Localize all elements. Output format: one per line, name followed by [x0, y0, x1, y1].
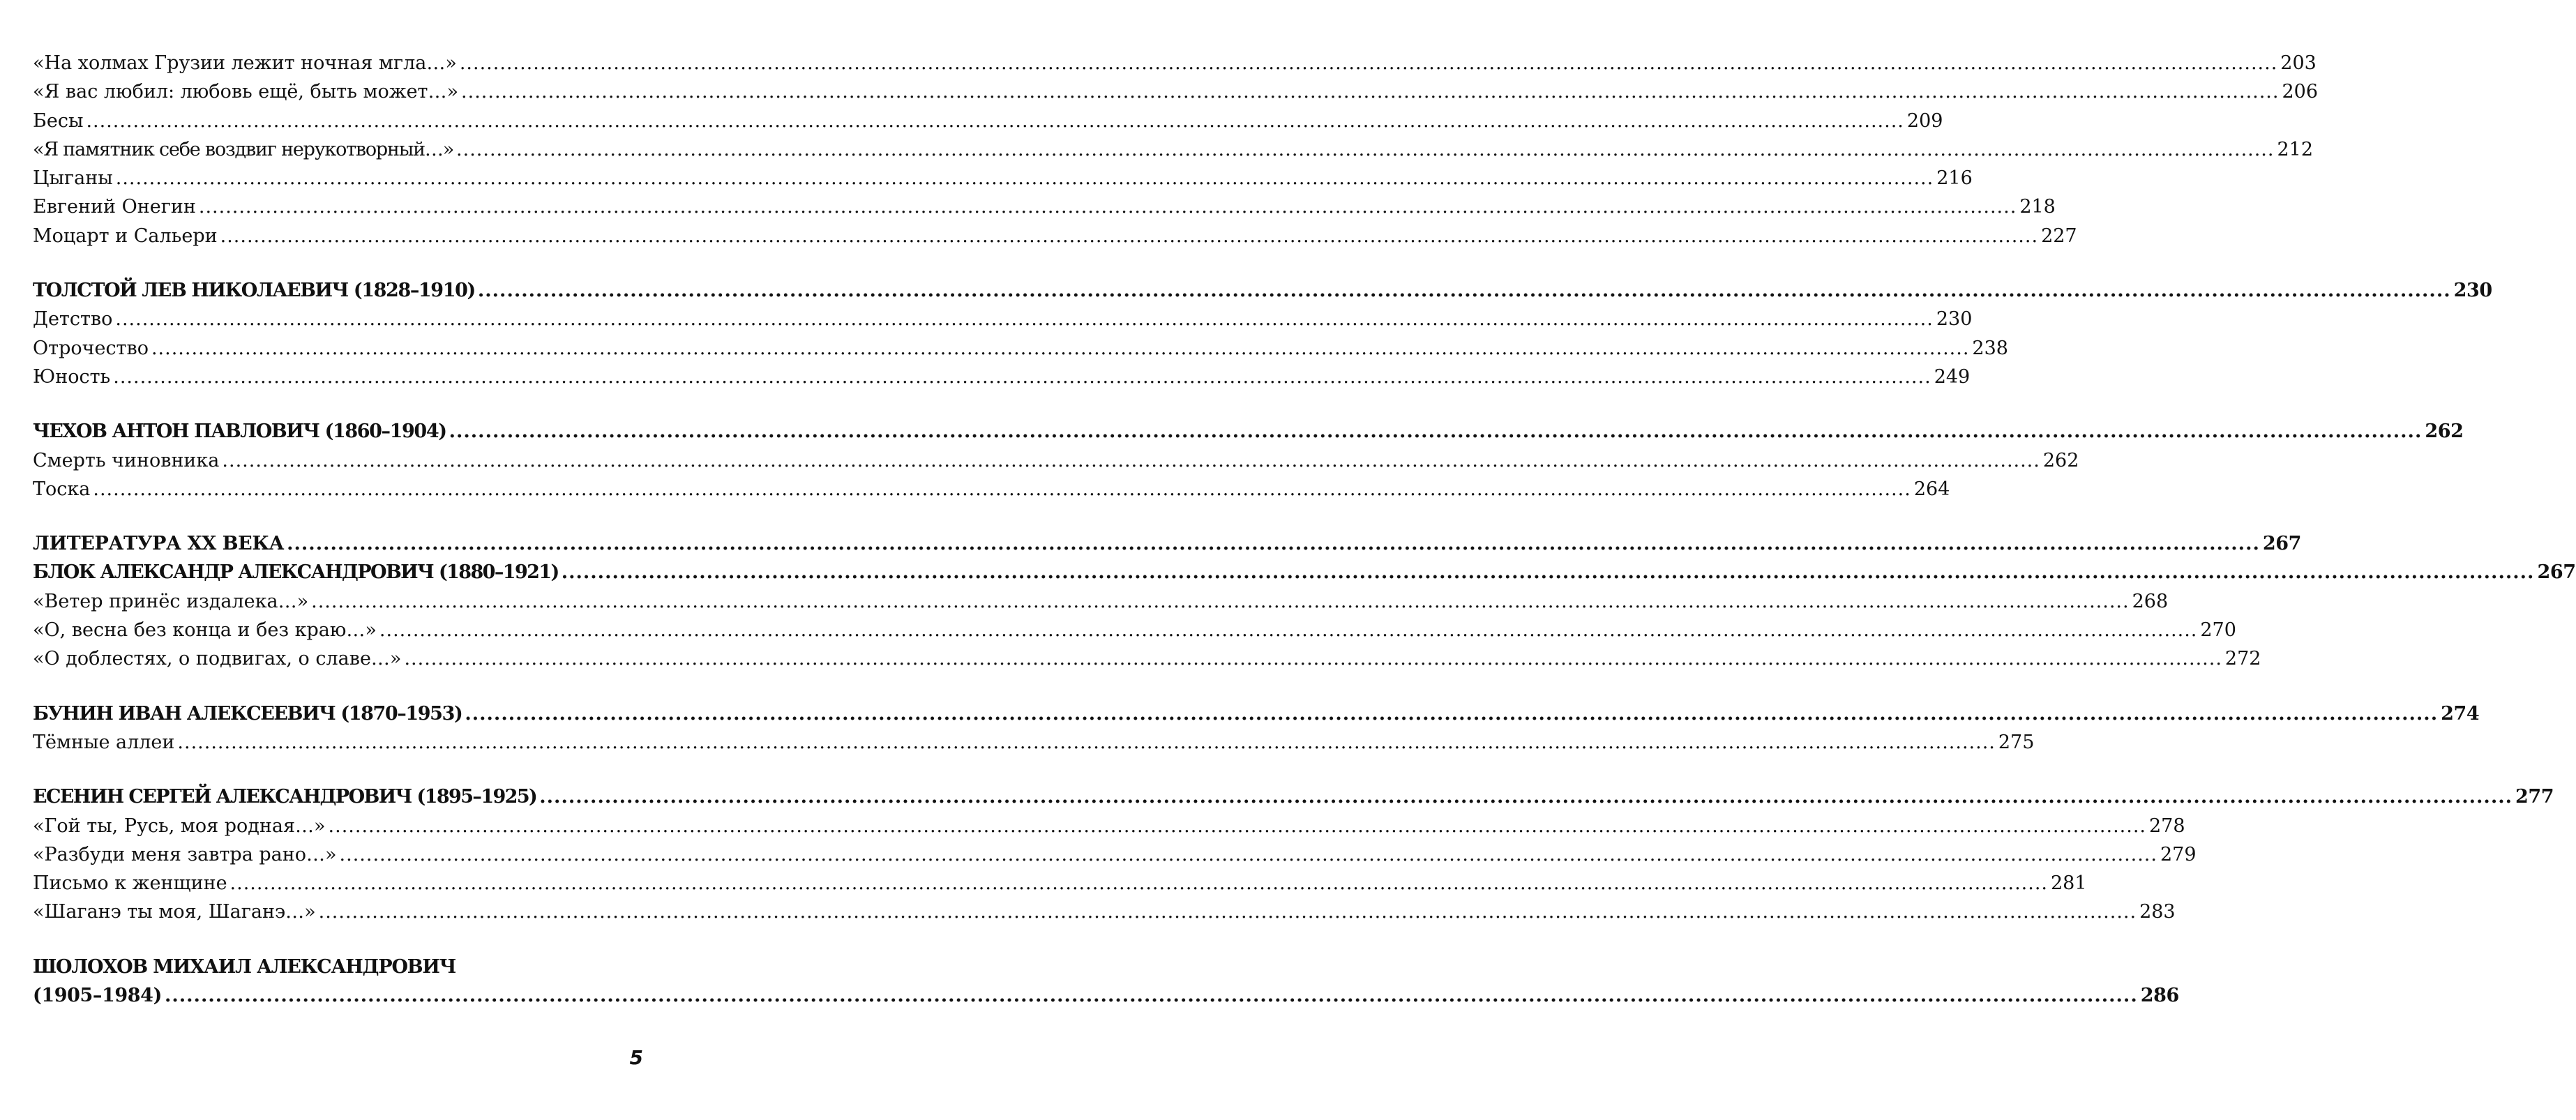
toc-entry-page: 227: [2041, 225, 2077, 247]
dot-leader: [222, 446, 2040, 475]
toc-entry[interactable]: [33, 164, 1973, 192]
dot-leader: [287, 529, 2260, 558]
toc-entry[interactable]: [33, 616, 2236, 644]
toc-entry-page: 262: [2042, 449, 2079, 471]
toc-entry[interactable]: [33, 812, 2185, 840]
author-page: 277: [2515, 786, 2554, 808]
author-page: 267: [2537, 561, 2576, 584]
dot-leader: [562, 558, 2535, 587]
toc-entry-title: Тоска: [33, 478, 91, 500]
dot-leader: [340, 840, 2157, 869]
toc-entry-title: «Я вас любил: любовь ещё, быть может…»: [33, 81, 459, 103]
section-title: ЛИТЕРАТУРА XX ВЕКА: [33, 533, 285, 555]
author-title: ЧЕХОВ АНТОН ПАВЛОВИЧ (1860–1904): [33, 421, 446, 443]
toc-entry-title: «На холмах Грузии лежит ночная мгла…»: [33, 52, 457, 74]
toc-entry[interactable]: [33, 363, 1971, 391]
toc-entry-page: 230: [1936, 308, 1973, 331]
toc-entry[interactable]: [33, 475, 1950, 504]
toc-entry[interactable]: [33, 305, 1973, 333]
toc-entry-title: Смерть чиновника: [33, 449, 220, 471]
toc-entry-page: 206: [2282, 81, 2319, 103]
toc-entry-title: «Разбуди меня завтра рано…»: [33, 843, 337, 865]
dot-leader: [177, 728, 1995, 757]
author-years: (1905–1984): [33, 985, 162, 1007]
dot-leader: [465, 699, 2438, 728]
section-gap: [33, 250, 652, 276]
toc-entry-page: 268: [2132, 590, 2169, 612]
toc-entry[interactable]: [33, 869, 2087, 898]
toc-entry-title: «Я памятник себе воздвиг нерукотворный…»: [33, 138, 454, 160]
toc-entry-page: 216: [1936, 167, 1973, 190]
author-title: БЛОК АЛЕКСАНДР АЛЕКСАНДРОВИЧ (1880–1921): [33, 561, 559, 584]
toc-entry-page: 249: [1934, 365, 1971, 388]
section-gap: [33, 391, 652, 417]
toc-entry-page: 272: [2224, 648, 2261, 670]
toc-entry[interactable]: [33, 135, 2314, 164]
toc-entry-page: 279: [2160, 843, 2197, 865]
toc-entry[interactable]: [33, 334, 2008, 363]
dot-leader: [319, 898, 2137, 926]
author-title-line-with-page: [33, 981, 2179, 1010]
dot-leader: [113, 363, 1931, 391]
dot-leader: [478, 276, 2451, 305]
toc-author-entry[interactable]: [33, 782, 2554, 811]
toc-entry-title: Письмо к женщине: [33, 872, 227, 895]
section-gap: [33, 757, 652, 782]
toc-entry[interactable]: [33, 644, 2261, 673]
dot-leader: [151, 334, 1969, 363]
toc-entry-page: 238: [1972, 337, 2008, 359]
dot-leader: [461, 77, 2279, 106]
toc-entry-page: 264: [1913, 478, 1950, 500]
toc-author-entry[interactable]: [33, 558, 2576, 587]
toc-entry-page: 209: [1906, 109, 1943, 132]
toc-entry[interactable]: [33, 898, 2176, 926]
dot-leader: [460, 49, 2277, 77]
section-gap: [33, 674, 652, 699]
author-page: 262: [2425, 421, 2464, 443]
dot-leader: [379, 616, 2197, 644]
toc-entry-title: Бесы: [33, 109, 84, 132]
dot-leader: [329, 812, 2146, 840]
section-page: 267: [2262, 533, 2302, 555]
dot-leader: [93, 475, 1911, 504]
section-gap: [33, 927, 652, 953]
toc-entry-title: «Гой ты, Русь, моя родная…»: [33, 815, 326, 837]
author-page: 230: [2453, 280, 2492, 302]
toc-entry-title: Моцарт и Сальери: [33, 225, 218, 247]
section-gap: [33, 504, 652, 529]
toc-entry[interactable]: [33, 107, 1943, 135]
toc-author-entry[interactable]: [33, 699, 2480, 728]
dot-leader: [449, 417, 2423, 446]
toc-author-entry[interactable]: [33, 276, 2492, 305]
dot-leader: [86, 107, 1904, 135]
toc-author-entry[interactable]: [33, 417, 2464, 446]
dot-leader: [199, 192, 2017, 221]
toc-entry[interactable]: [33, 192, 2056, 221]
dot-leader: [116, 164, 1934, 192]
toc-entry-page: 212: [2277, 138, 2314, 160]
toc-entry[interactable]: [33, 222, 2077, 250]
toc-entry-page: 281: [2051, 872, 2087, 895]
toc-entry-title: Юность: [33, 365, 111, 388]
toc-entry[interactable]: [33, 728, 2035, 757]
page-number: 5: [629, 1046, 643, 1069]
dot-leader: [165, 981, 2138, 1010]
toc-entry[interactable]: [33, 840, 2197, 869]
toc-entry-page: 203: [2280, 52, 2317, 74]
dot-leader: [456, 135, 2274, 164]
toc-entry-page: 218: [2019, 196, 2056, 218]
toc-entry-title: «О доблестях, о подвигах, о славе…»: [33, 648, 402, 670]
toc-entry-title: Цыганы: [33, 167, 113, 190]
toc-entry-title: «О, весна без конца и без краю…»: [33, 619, 377, 642]
dot-leader: [115, 305, 1933, 333]
table-of-contents: [33, 49, 2576, 1010]
toc-entry-title: «Ветер принёс издалека…»: [33, 590, 309, 612]
dot-leader: [311, 587, 2129, 616]
author-title: ТОЛСТОЙ ЛЕВ НИКОЛАЕВИЧ (1828–1910): [33, 280, 475, 302]
toc-entry-page: 275: [1998, 731, 2035, 753]
author-page: 274: [2441, 702, 2480, 725]
dot-leader: [230, 869, 2048, 898]
dot-leader: [220, 222, 2038, 250]
toc-section-entry[interactable]: [33, 529, 2302, 558]
toc-entry[interactable]: [33, 77, 2319, 106]
toc-entry[interactable]: [33, 49, 2317, 77]
dot-leader: [404, 644, 2222, 673]
author-title: БУНИН ИВАН АЛЕКСЕЕВИЧ (1870–1953): [33, 702, 462, 725]
toc-entry-page: 278: [2149, 815, 2185, 837]
toc-entry-title: Тёмные аллеи: [33, 731, 175, 753]
author-title: ЕСЕНИН СЕРГЕЙ АЛЕКСАНДРОВИЧ (1895–1925): [33, 786, 537, 808]
toc-entry[interactable]: [33, 446, 2079, 475]
dot-leader: [539, 782, 2513, 811]
author-title-line: ШОЛОХОВ МИХАИЛ АЛЕКСАНДРОВИЧ: [33, 955, 456, 978]
author-page: 286: [2140, 985, 2179, 1007]
toc-entry-title: Отрочество: [33, 337, 149, 359]
toc-entry-title: «Шаганэ ты моя, Шаганэ…»: [33, 901, 316, 923]
toc-entry-title: Детство: [33, 308, 113, 331]
toc-entry[interactable]: [33, 587, 2169, 616]
toc-entry-page: 283: [2139, 901, 2176, 923]
toc-author-entry-multiline[interactable]: [33, 953, 2179, 1011]
toc-entry-page: 270: [2200, 619, 2236, 642]
toc-entry-title: Евгений Онегин: [33, 196, 196, 218]
